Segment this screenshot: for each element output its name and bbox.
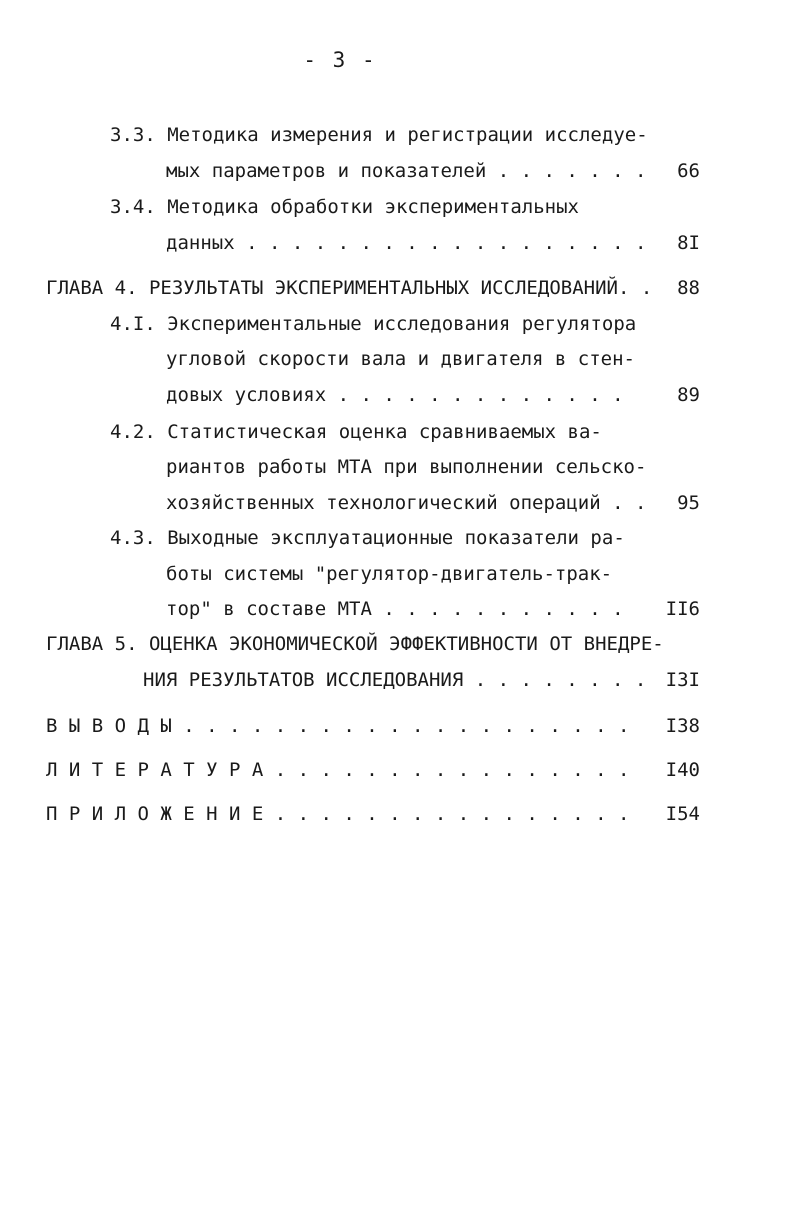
toc-4-1-line-2: угловой скорости вала и двигателя в стен- (166, 348, 635, 370)
toc-3-4-line-1: 3.4. Методика обработки экспериментальных (110, 196, 579, 218)
toc-4-3-line-2: боты системы "регулятор-двигатель-трак- (166, 563, 613, 585)
toc-literature-page: I40 (665, 759, 700, 781)
toc-3-4-page: 8I (677, 232, 700, 254)
page-number: - 3 - (303, 48, 377, 72)
toc-conclusions: В Ы В О Д Ы . . . . . . . . . . . . . . . . . . . . (46, 715, 630, 737)
toc-4-3-line-1: 4.3. Выходные эксплуатационные показатели ра- (110, 527, 625, 549)
toc-3-3-line-1: 3.3. Методика измерения и регистрации исследуе- (110, 124, 648, 146)
toc-4-2-line-2: риантов работы МТА при выполнении сельско- (166, 456, 647, 478)
toc-3-3-line-2: мых параметров и показателей . . . . . . . (166, 160, 647, 182)
toc-literature: Л И Т Е Р А Т У Р А . . . . . . . . . . . . . . . . (46, 759, 630, 781)
toc-4-3-page: II6 (665, 598, 700, 620)
toc-4-2-line-1: 4.2. Статистическая оценка сравниваемых ва- (110, 421, 602, 443)
toc-4-3-line-3: тор" в составе МТА . . . . . . . . . . . (166, 598, 624, 620)
toc-appendix-page: I54 (665, 803, 700, 825)
toc-appendix: П Р И Л О Ж Е Н И Е . . . . . . . . . . . . . . . . (46, 803, 630, 825)
toc-chapter-5-page: I3I (665, 669, 700, 691)
toc-4-2-page: 95 (677, 492, 700, 514)
toc-3-3-page: 66 (677, 160, 700, 182)
toc-chapter-4: ГЛАВА 4. РЕЗУЛЬТАТЫ ЭКСПЕРИМЕНТАЛЬНЫХ ИССЛЕДОВАНИЙ. . (46, 277, 653, 299)
toc-3-4-line-2: данных . . . . . . . . . . . . . . . . . . (166, 232, 647, 254)
toc-4-1-line-3: довых условиях . . . . . . . . . . . . . (166, 384, 624, 406)
toc-4-1-line-1: 4.I. Экспериментальные исследования регулятора (110, 313, 637, 335)
toc-chapter-4-page: 88 (677, 277, 700, 299)
toc-4-1-page: 89 (677, 384, 700, 406)
toc-4-2-line-3: хозяйственных технологический операций . . (166, 492, 647, 514)
toc-chapter-5-line-2: НИЯ РЕЗУЛЬТАТОВ ИССЛЕДОВАНИЯ . . . . . . . . (143, 669, 647, 691)
toc-conclusions-page: I38 (665, 715, 700, 737)
toc-chapter-5-line-1: ГЛАВА 5. ОЦЕНКА ЭКОНОМИЧЕСКОЙ ЭФФЕКТИВНОСТИ ОТ ВНЕДРЕ- (46, 633, 664, 655)
